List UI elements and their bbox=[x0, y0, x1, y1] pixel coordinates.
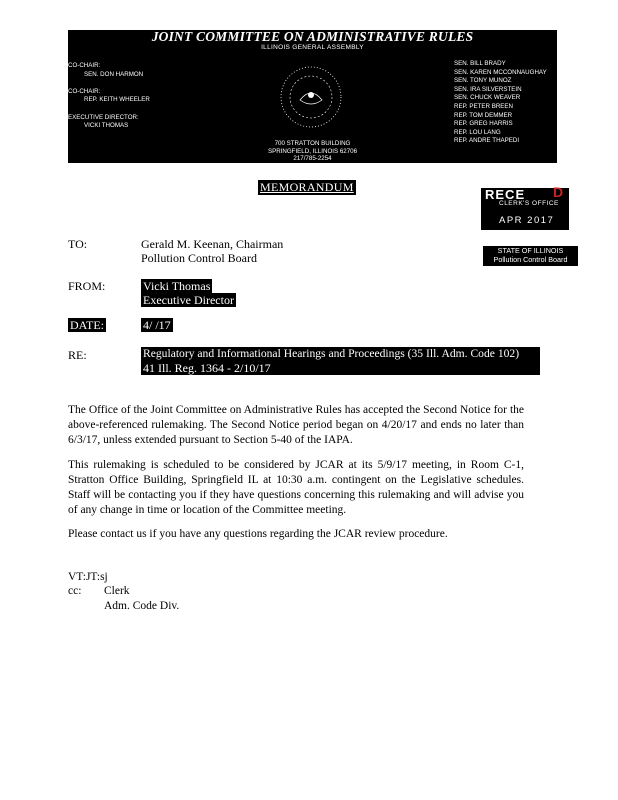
memo-title: MEMORANDUM bbox=[260, 180, 354, 194]
re-label: RE: bbox=[68, 348, 87, 362]
from-block bbox=[141, 279, 236, 307]
address-line: SPRINGFIELD, ILLINOIS 62706 bbox=[267, 147, 358, 155]
committee-member-name: SEN. TONY MUNOZ bbox=[454, 77, 512, 85]
re-block bbox=[141, 347, 540, 375]
re-line-1: Regulatory and Informational Hearings and Proceedings (35 Ill. Adm. Code 102) bbox=[143, 347, 520, 360]
cc-label: cc: bbox=[68, 585, 82, 597]
stamp-received-text: RECE bbox=[485, 187, 526, 202]
body-paragraph-2: This rulemaking is scheduled to be considered by JCAR at its 5/9/17 meeting, in Room C-1, Stratton Office Building, Springfield IL at 10:30 a.m. contingent on the Legislative schedules. Staff will be contacting you if they have questions concerning this rulemaking and will advise you of any change in time or location of the Committee meeting. bbox=[68, 459, 524, 516]
committee-member-name: REP. ANDRE THAPEDI bbox=[454, 137, 520, 145]
address-line: 700 STRATTON BUILDING bbox=[274, 140, 351, 147]
cc-list bbox=[104, 584, 179, 614]
letterhead bbox=[68, 30, 557, 163]
from-title: Executive Director bbox=[143, 293, 234, 307]
board-line-1: STATE OF ILLINOIS bbox=[497, 246, 564, 255]
to-org: Pollution Control Board bbox=[141, 251, 258, 265]
committee-member-name: SEN. CHUCK WEAVER bbox=[454, 94, 521, 102]
letterhead-left-column bbox=[68, 62, 150, 131]
address-line: 217/785-2254 bbox=[293, 155, 332, 163]
pollution-board-label-box bbox=[483, 246, 578, 266]
committee-member-name: SEN. IRA SILVERSTEIN bbox=[454, 85, 522, 93]
letterhead-left-line: EXECUTIVE DIRECTOR: bbox=[68, 113, 139, 121]
body-paragraph-1: The Office of the Joint Committee on Administrative Rules has accepted the Second Notice for the above-referenced rulemaking. The Second Notice period began on 4/20/17 and ends no later than 6/3/17, unless extended pursuant to Section 5-40 of the IAPA. bbox=[68, 404, 524, 446]
committee-member-name: REP. GREG HARRIS bbox=[454, 120, 513, 128]
board-line-2: Pollution Control Board bbox=[493, 255, 568, 264]
from-name: Vicki Thomas bbox=[143, 279, 211, 293]
date-label: DATE: bbox=[70, 318, 104, 332]
date-value: 4/ /17 bbox=[143, 318, 171, 332]
typist-initials: VT:JT:sj bbox=[68, 571, 108, 583]
letterhead-left-line: CO-CHAIR: bbox=[68, 62, 101, 69]
state-seal-icon bbox=[278, 64, 344, 130]
letterhead-left-line: CO-CHAIR: bbox=[68, 87, 101, 95]
to-label: TO: bbox=[68, 237, 88, 251]
re-line-2: 41 Ill. Reg. 1364 - 2/10/17 bbox=[143, 361, 271, 375]
stamp-red-mark: D bbox=[553, 184, 564, 200]
letterhead-left-line: REP. KEITH WHEELER bbox=[84, 96, 150, 104]
cc-item-adm-code: Adm. Code Div. bbox=[104, 600, 180, 612]
letterhead-left-line bbox=[68, 105, 150, 114]
received-stamp bbox=[481, 184, 569, 230]
committee-member-name: REP. TOM DEMMER bbox=[454, 111, 513, 119]
committee-member-name: REP. LOU LANG bbox=[454, 128, 501, 136]
stamp-date-text: APR 2017 bbox=[499, 215, 555, 226]
committee-member-name: SEN. BILL BRADY bbox=[454, 60, 506, 67]
cc-item-clerk: Clerk bbox=[104, 585, 130, 597]
committee-member-name: REP. PETER BREEN bbox=[454, 102, 514, 110]
body-paragraph-3: Please contact us if you have any questions regarding the JCAR review procedure. bbox=[68, 528, 448, 540]
to-block bbox=[141, 237, 283, 265]
letterhead-left-line: SEN. DON HARMON bbox=[84, 70, 144, 78]
committee-address bbox=[68, 140, 557, 163]
letterhead-right-column bbox=[454, 60, 547, 146]
from-label: FROM: bbox=[68, 279, 106, 293]
to-name: Gerald M. Keenan, Chairman bbox=[141, 237, 284, 251]
letterhead-left-line: VICKI THOMAS bbox=[84, 122, 129, 130]
committee-title: JOINT COMMITTEE ON ADMINISTRATIVE RULES bbox=[151, 29, 474, 44]
letterhead-left-line bbox=[68, 79, 150, 88]
committee-member-name: SEN. KAREN MCCONNAUGHAY bbox=[454, 68, 547, 76]
committee-subtitle: ILLINOIS GENERAL ASSEMBLY bbox=[261, 44, 364, 51]
stamp-office-text: CLERK'S OFFICE bbox=[499, 200, 559, 207]
